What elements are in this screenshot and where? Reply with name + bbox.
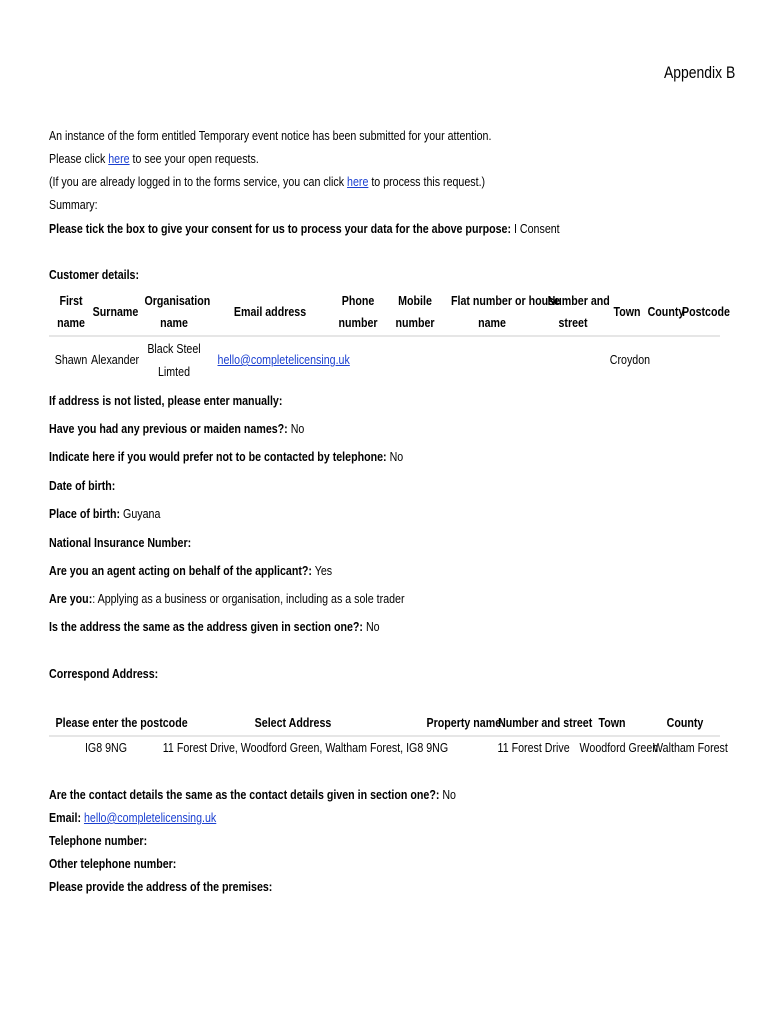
other-telephone-label: Other telephone number: (49, 856, 177, 871)
intro-line-3 (49, 174, 485, 189)
contact-same-line: Are the contact details the same as the contact details given in section one?: No (49, 787, 456, 802)
cell-surname: Alexander (91, 352, 140, 367)
cell-town: Croydon (609, 352, 651, 367)
appendix-title: Appendix B (664, 63, 736, 82)
header-postcode: Postcode (681, 304, 730, 319)
contact-email-line (49, 810, 216, 825)
field-previous-names: Have you had any previous or maiden names?: No (49, 421, 305, 436)
header-town: Town (613, 304, 641, 319)
premises-label: Please provide the address of the premises: (49, 879, 273, 894)
intro-line-1: An instance of the form entitled Temporary event notice has been submitted for your attention. (49, 128, 492, 143)
consent-label: Please tick the box to give your consent for us to process your data for the above purpose: (49, 221, 512, 236)
header-property-name: Property name (426, 715, 502, 730)
header-mobile: Mobile number (395, 293, 435, 330)
field-national-insurance: National Insurance Number: (49, 535, 192, 550)
header-email: Email address (233, 304, 307, 319)
consent-line (49, 221, 560, 236)
correspond-heading: Correspond Address: (49, 666, 159, 681)
intro-line-2-post: to see your open requests. (129, 151, 259, 166)
open-requests-link[interactable]: here (108, 151, 130, 166)
header-surname: Surname (92, 304, 139, 319)
cell-email[interactable]: hello@completelicensing.uk (217, 352, 350, 367)
header-select-address: Select Address (254, 715, 332, 730)
header-county: County (647, 304, 685, 319)
header-first-name: First name (57, 293, 85, 330)
intro-line-2-pre: Please click (49, 151, 109, 166)
header-correspond-town: Town (598, 715, 626, 730)
field-address-same: Is the address the same as the address given in section one?: No (49, 619, 380, 634)
field-address-manual: If address is not listed, please enter manually: (49, 393, 283, 408)
field-are-you: Are you:: Applying as a business or organisation, including as a sole trader (49, 591, 405, 606)
process-request-link[interactable]: here (347, 174, 369, 189)
field-no-telephone: Indicate here if you would prefer not to be contacted by telephone: No (49, 449, 404, 464)
field-date-of-birth: Date of birth: (49, 478, 116, 493)
header-postcode-entry: Please enter the postcode (55, 715, 188, 730)
intro-line-2 (49, 151, 259, 166)
telephone-label: Telephone number: (49, 833, 148, 848)
cell-select-address: 11 Forest Drive, Woodford Green, Waltham Forest, IG8 9NG (162, 740, 449, 755)
cell-correspond-town: Woodford Green (579, 740, 659, 755)
header-correspond-county: County (666, 715, 704, 730)
header-number-street: Number and street (547, 293, 610, 330)
header-correspond-number-street: Number and street (498, 715, 593, 730)
email-link[interactable]: hello@completelicensing.uk (83, 810, 217, 825)
intro-line-3-pre: (If you are already logged in to the forms service, you can click (49, 174, 348, 189)
header-phone: Phone number (338, 293, 378, 330)
customer-details-heading: Customer details: (49, 267, 140, 282)
intro-line-3-post: to process this request.) (368, 174, 486, 189)
cell-correspond-postcode: IG8 9NG (84, 740, 128, 755)
email-label: Email: (49, 810, 81, 825)
cell-correspond-county: Waltham Forest (653, 740, 728, 755)
cell-first-name: Shawn (54, 352, 88, 367)
summary-label: Summary: (49, 197, 98, 212)
header-organisation: Organisation name (144, 293, 211, 330)
cell-correspond-number-street: 11 Forest Drive (497, 740, 570, 755)
field-agent: Are you an agent acting on behalf of the applicant?: Yes (49, 563, 333, 578)
header-flat: Flat number or house name (451, 293, 560, 330)
cell-organisation: Black Steel Limted (147, 341, 201, 379)
consent-value: I Consent (511, 221, 560, 236)
field-place-of-birth: Place of birth: Guyana (49, 506, 161, 521)
